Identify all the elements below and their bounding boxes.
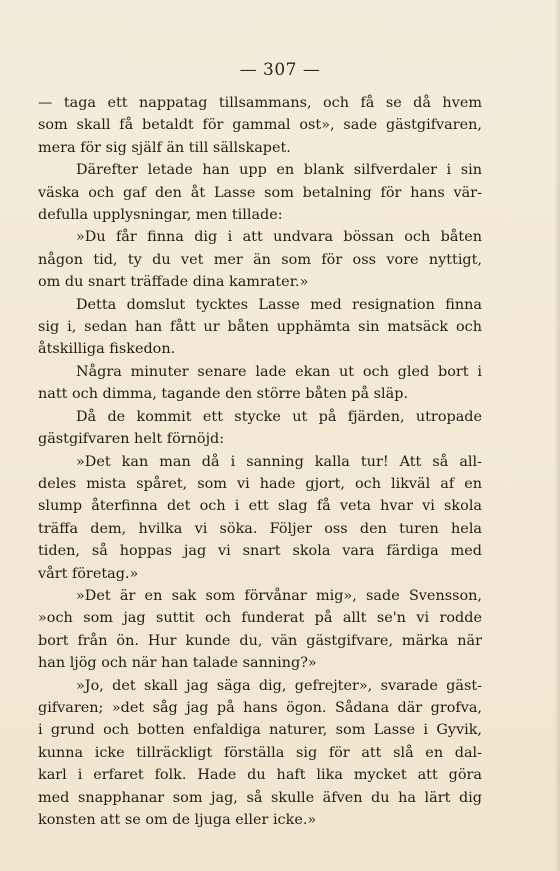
text-line: »Du får finna dig i att undvara bössan och båten xyxy=(76,229,482,246)
text-line: konsten att se om de ljuga eller icke.» xyxy=(38,812,317,828)
text-line: Några minuter senare lade ekan ut och gled bort i xyxy=(76,363,482,380)
page-number: — 307 — xyxy=(239,60,321,80)
text-line: åtskilliga fiskedon. xyxy=(38,341,176,358)
text-line: »och som jag suttit och funderat på allt se'n vi rodde xyxy=(38,610,482,627)
text-line: tiden, så hoppas jag vi snart skola vara färdiga med xyxy=(38,543,482,560)
text-line: Därefter letade han upp en blank silfverdaler i sin xyxy=(76,162,482,179)
text-line: gifvaren; »det såg jag på hans ögon. Sådana där grofva, xyxy=(38,699,482,716)
text-line: sig i, sedan han fått ur båten upphämta sin matsäck och xyxy=(38,319,482,336)
text-line: deles mista spåret, som vi hade gjort, och likväl af en xyxy=(38,475,482,492)
text-line: gästgifvaren helt förnöjd: xyxy=(38,431,225,448)
body-text xyxy=(38,92,482,831)
text-line: han ljög och när han talade sanning?» xyxy=(38,655,317,672)
text-line: karl i erfaret folk. Hade du haft lika mycket att göra xyxy=(38,767,482,784)
text-line: slump återfinna det och i ett slag få veta hvar vi skola xyxy=(38,498,482,515)
text-line: någon tid, ty du vet mer än som för oss vore nyttigt, xyxy=(38,251,482,268)
text-line: »Det är en sak som förvånar mig», sade Svensson, xyxy=(76,587,482,604)
text-line: »Det kan man då i sanning kalla tur! Att så all- xyxy=(76,453,482,470)
text-line: natt och dimma, tagande den större båten på släp. xyxy=(38,386,409,403)
text-line: Detta domslut tycktes Lasse med resignation finna xyxy=(76,296,482,313)
text-line: kunna icke tillräckligt förställa sig för att slå en dal- xyxy=(38,744,482,761)
text-line: defulla upplysningar, men tillade: xyxy=(38,207,283,224)
text-line: med snapphanar som jag, så skulle äfven du ha lärt dig xyxy=(38,789,482,806)
page-edge-shadow xyxy=(554,0,560,871)
text-line: träffa dem, hvilka vi söka. Följer oss den turen hela xyxy=(38,520,482,537)
text-line: »Jo, det skall jag säga dig, gefrejter», svarade gäst- xyxy=(76,677,482,694)
text-line: vårt företag.» xyxy=(38,565,139,582)
text-line: Då de kommit ett stycke ut på fjärden, utropade xyxy=(76,408,482,425)
text-line: som skall få betaldt för gammal ost», sade gästgifvaren, xyxy=(38,117,482,134)
text-line: — taga ett nappatag tillsammans, och få se då hvem xyxy=(38,95,482,111)
text-line: bort från ön. Hur kunde du, vän gästgifvare, märka när xyxy=(38,632,482,649)
text-line: om du snart träffade dina kamrater.» xyxy=(38,274,309,291)
text-line: i grund och botten enfaldiga naturer, som Lasse i Gyvik, xyxy=(38,722,482,739)
text-line: mera för sig själf än till sällskapet. xyxy=(38,139,291,156)
text-line: väska och gaf den åt Lasse som betalning för hans vär- xyxy=(38,184,482,201)
